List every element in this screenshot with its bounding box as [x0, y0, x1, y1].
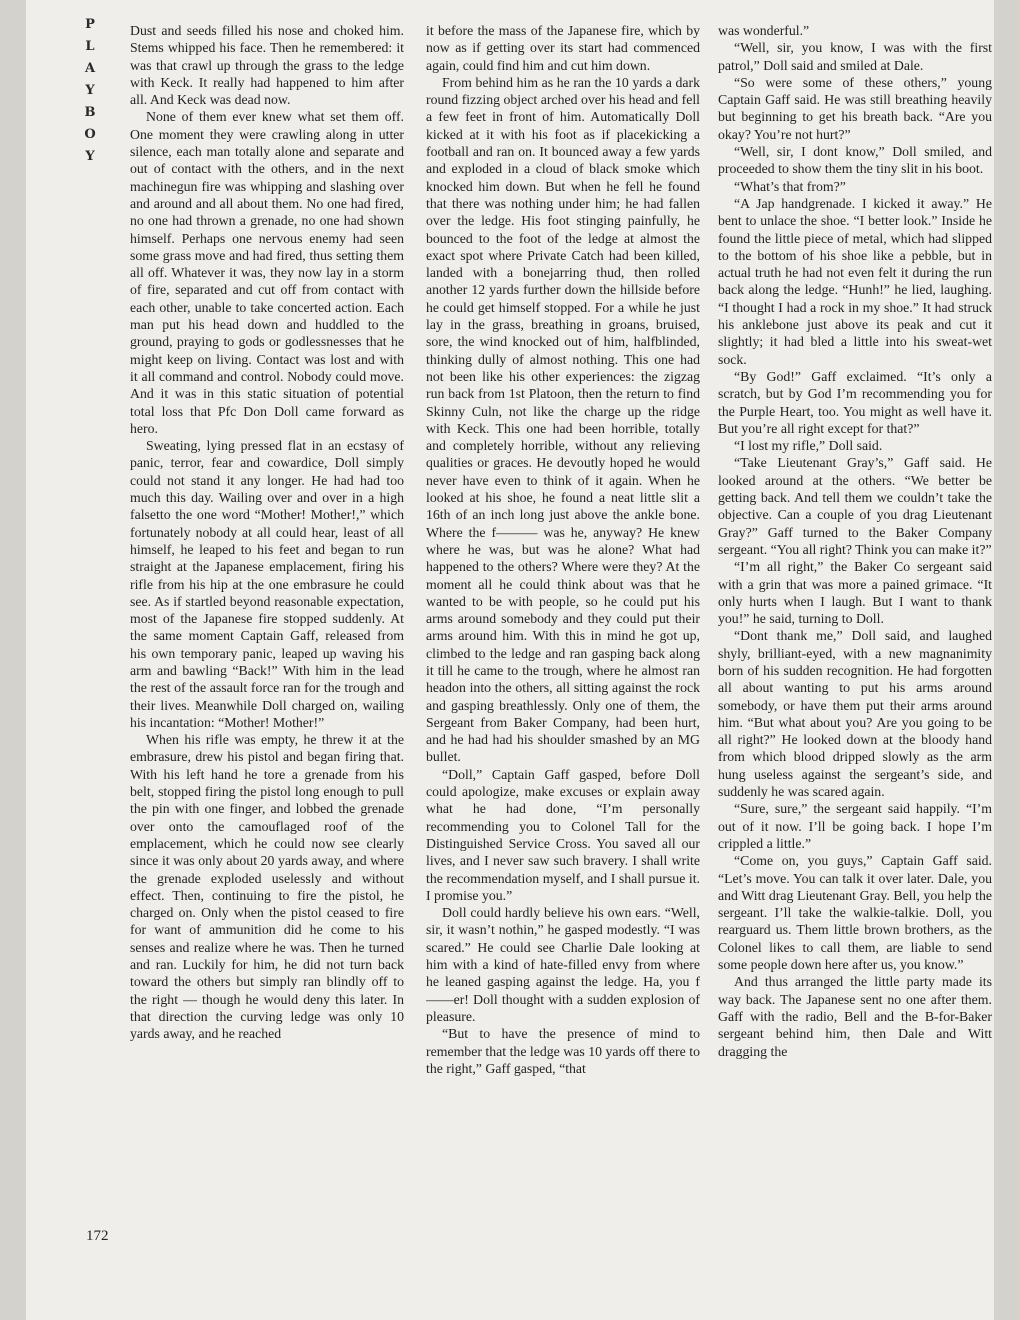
paragraph: “Come on, you guys,” Captain Gaff said. “Let’s move. You can talk it over later. Dale, you and Witt drag Lieutenant Gray. Bell, you help the sergeant. I’ll take the walkie-talkie. Doll, you rearguard us. Them little brown brothers, as the Colonel likes to call them, are liable to send some people down here after us, you know.” [718, 853, 992, 973]
paragraph: “Well, sir, you know, I was with the first patrol,” Doll said and smiled at Dale. [718, 40, 992, 73]
masthead-letter: A [84, 61, 96, 76]
masthead-letter: P [85, 17, 95, 32]
masthead-letter: Y [85, 149, 95, 164]
paragraph: was wonderful.” [718, 23, 810, 38]
paragraph: None of them ever knew what set them off. One moment they were crawling along in utter silence, each man totally alone and separate and out of contact with the others, and in the next machinegun fire was whipping and slashing over and around and all about them. No one had fired, no one had thrown a grenade, no one had shown himself. Perhaps one nervous enemy had seen some grass move and had fired, thus setting them all off. Whatever it was, they now lay in a storm of fire, separated and cut off from contact with each other, unable to take concerted action. Each man put his head down and huddled to the ground, praying to gods or godlessnesses that he might keep on living. Contact was lost and with it all command and control. Nobody could move. And it was in this static situation of potential total loss that Pfc Don Doll came forward as hero. [130, 109, 404, 436]
paragraph: When his rifle was empty, he threw it at the embrasure, drew his pistol and began firing that. With his left hand he tore a grenade from his belt, stopped firing the pistol long enough to pull the pin with one finger, and lobbed the grenade over onto the camouflaged roof of the emplacement, which he could now see clearly since it was only about 20 yards away, and where the grenade exploded uselessly and without effect. Then, continuing to fire the pistol, he charged on. Only when the pistol ceased to fire for want of ammunition did he come to his senses and realize where he was. Then he turned and ran. Luckily for him, he did not turn back toward the others but simply ran blindly off to the right — though he would deny this later. In that direction the curving ledge was only 10 yards away, and he reached [130, 732, 404, 1042]
paragraph: Sweating, lying pressed flat in an ecstasy of panic, terror, fear and cowardice, Doll simply could not stand it any longer. He had had too much this day. Wailing over and over in a high falsetto the one word “Mother! Mother!,” which fortunately nobody at all could hear, least of all himself, he leaped to his feet and began to run straight at the Japanese emplacement, firing his rifle from his hip at the one embrasure he could see. As if startled beyond reasonable expectation, most of the Japanese fire stopped suddenly. At the same moment Captain Gaff, released from his own temporary panic, leaped up waving his arm and bawling “Back!” With him in the lead the rest of the assault force ran for the trough and their lives. Meanwhile Doll charged on, wailing his incantation: “Mother! Mother!” [130, 438, 404, 730]
paragraph: “So were some of these others,” young Captain Gaff said. He was still breathing heavily but beginning to get his breath back. “Are you okay? You’re not hurt?” [718, 74, 992, 142]
paragraph: “I lost my rifle,” Doll said. [734, 438, 883, 454]
masthead-vertical [82, 14, 98, 168]
paragraph: “Take Lieutenant Gray’s,” Gaff said. He looked around at the others. “We better be getting back. And tell them we couldn’t take the objective. Can a couple of you drag Lieutenant Gray?” Gaff turned to the Baker Company sergeant. “You all right? Think you can make it?” [718, 455, 992, 557]
paragraph: Doll could hardly believe his own ears. “Well, sir, it wasn’t nothin,” he gasped modestly. “I was scared.” He could see Charlie Dale looking at him with a kind of hate-filled envy from where he leaned gasping against the ledge. Ha, you f——er! Doll thought with a sudden explosion of pleasure. [426, 905, 700, 1024]
masthead-letter: L [85, 39, 95, 54]
paragraph: “Doll,” Captain Gaff gasped, before Doll could apologize, make excuses or explain away what he had done, “I’m personally recommending you to Colonel Tall for the Distinguished Service Cross. You saved all our lives, and I never saw such bravery. I shall write the recommendation myself, and I shall pursue it. I promise you.” [426, 766, 700, 903]
page-number: 172 [86, 1228, 109, 1244]
masthead-letter: Y [85, 83, 95, 98]
paragraph: And thus arranged the little party made its way back. The Japanese sent no one after them. Gaff with the radio, Bell and the B-for-Baker sergeant behind him, then Dale and Witt dragging the [718, 974, 992, 1059]
paragraph: “By God!” Gaff exclaimed. “It’s only a scratch, but by God I’m recommending you for the Purple Heart, too. You might as well have it. But you’re all right except for that?” [718, 368, 992, 436]
text-column-3 [718, 22, 992, 1262]
paragraph: it before the mass of the Japanese fire, which by now as if getting over its start had commenced again, could find him and cut him down. [426, 23, 700, 73]
paragraph: “Sure, sure,” the sergeant said happily. “I’m out of it now. I’ll be going back. I hope I’m crippled a little.” [718, 801, 992, 851]
magazine-page [26, 0, 994, 1320]
paragraph: From behind him as he ran the 10 yards a dark round fizzing object arched over his head and fell a few feet in front of him. Automatically Doll kicked at it with his foot as if placekicking a football and ran on. It bounced away a few yards and exploded in a cloud of black smoke which knocked him down. But when he fell he found that there was nothing under him; he had fallen over the ledge. His foot stinging painfully, he bounced to the foot of the ledge at almost the exact spot where Private Catch had been killed, landed with a bonejarring thud, then rolled another 12 yards further down the hillside before he could get himself stopped. For a while he just lay in the grass, breathing in groans, bruised, sore, the wind knocked out of him, halfblinded, thinking dully of almost nothing. This one had not been like his other experiences: the zigzag run back from 1st Platoon, then the return to find Skinny Culn, not like the charge up the ridge with Keck. This one had been horrible, totally and completely horrible, without any relieving qualities or graces. He devoutly hoped he would never have even to think of it again. When he looked at his shoe, he found a neat little slit a 16th of an inch long just above the ankle bone. Where the f——— was he, anyway? He knew where he was, but was he alone? What had happened to the others? Where were they? At the moment all he could think about was that he wanted to be with people, so he could put his arms around somebody and they could put their arms around him. With this in mind he got up, climbed to the ledge and ran gasping back along it till he came to the trough, where he almost ran headon into the others, all sitting against the rock and gasping breathlessly. Only one of them, the Sergeant from Baker Company, had been hurt, and he had had his shoulder smashed by an MG bullet. [426, 74, 700, 765]
masthead-letter: B [84, 105, 96, 120]
masthead-letter: O [84, 127, 96, 142]
text-column-1 [130, 22, 404, 1262]
paragraph: Dust and seeds filled his nose and choked him. Stems whipped his face. Then he remembered: it was that crawl up through the grass to the ledge with Keck. It really had happened to him after all. And Keck was dead now. [130, 23, 404, 108]
paragraph: “A Jap handgrenade. I kicked it away.” He bent to unlace the shoe. “I better look.” Inside he found the little piece of metal, which had slipped to the bottom of his shoe like a pebble, but in actual truth he had not even felt it during the run back along the ledge. “Hunh!” he lied, laughing. “I thought I had a rock in my shoe.” It had struck his anklebone just above its peak and cut it slightly; it had bled a little into his sweat-wet sock. [718, 195, 992, 367]
paragraph: “But to have the presence of mind to remember that the ledge was 10 yards off there to the right,” Gaff gasped, “that [426, 1026, 700, 1076]
paragraph: “What’s that from?” [734, 178, 846, 194]
paragraph: “Dont thank me,” Doll said, and laughed shyly, brilliant-eyed, with a new magnanimity born of his sudden recognition. He had forgotten all about wanting to put his arms around somebody, or have them put their arms around him. “But what about you? Are you going to be all right?” He looked down at the bloody hand from which blood dripped slowly as the arm hung useless against the sergeant’s side, and suddenly he was scared again. [718, 628, 992, 800]
paragraph: “Well, sir, I dont know,” Doll smiled, and proceeded to show them the tiny slit in his boot. [718, 144, 992, 177]
paragraph: “I’m all right,” the Baker Co sergeant said with a grin that was more a pained grimace. “It only hurts when I laugh. But I want to thank you!” he said, turning to Doll. [718, 559, 992, 627]
text-column-2 [426, 22, 700, 1262]
